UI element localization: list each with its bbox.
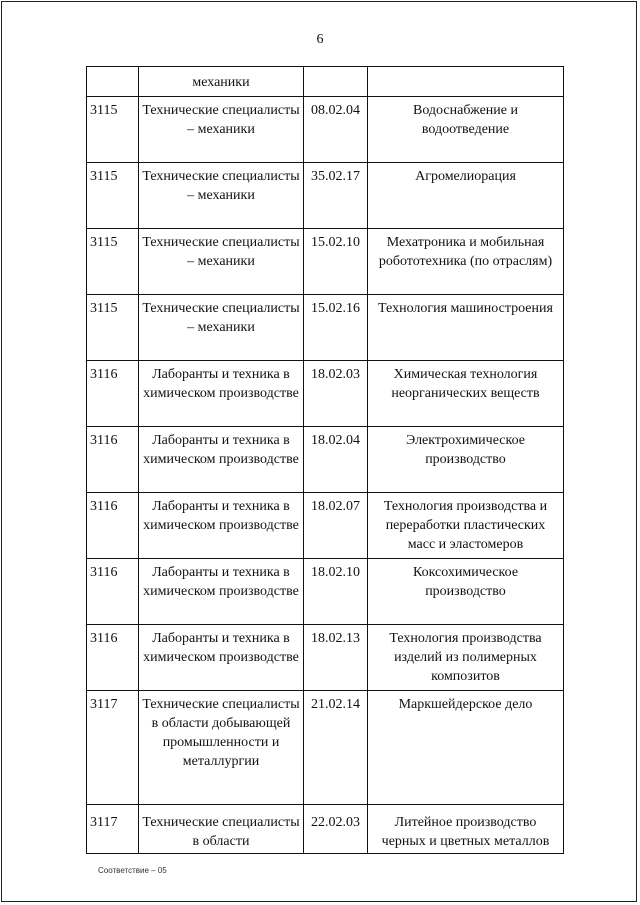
specialty-code-cell: 18.02.13 bbox=[304, 625, 368, 691]
specialty-code-cell: 18.02.10 bbox=[304, 559, 368, 625]
occupation-code-cell: 3115 bbox=[87, 97, 139, 163]
table-row bbox=[87, 361, 564, 427]
occupation-code-cell: 3116 bbox=[87, 559, 139, 625]
table-row bbox=[87, 427, 564, 493]
table-row bbox=[87, 295, 564, 361]
page-number: 6 bbox=[316, 32, 324, 47]
specialty-title-cell: Технология производства изделий из полимерных композитов bbox=[368, 625, 564, 691]
table-row bbox=[87, 97, 564, 163]
footer-note: Соответствие – 05 bbox=[98, 866, 167, 875]
specialty-code-cell: 15.02.10 bbox=[304, 229, 368, 295]
table-row bbox=[87, 625, 564, 691]
specialty-code-cell: 18.02.04 bbox=[304, 427, 368, 493]
specialty-title-cell: Технология производства и переработки пластических масс и эластомеров bbox=[368, 493, 564, 559]
specialty-code-cell: 35.02.17 bbox=[304, 163, 368, 229]
occupation-code-cell: 3115 bbox=[87, 163, 139, 229]
occupation-specialty-table bbox=[86, 66, 564, 854]
occupation-name-cell: Технические специалисты – механики bbox=[139, 229, 304, 295]
specialty-code-cell bbox=[304, 67, 368, 97]
occupation-name-cell: Технические специалисты в области добывающей промышленности и металлургии bbox=[139, 691, 304, 805]
specialty-code-cell: 18.02.03 bbox=[304, 361, 368, 427]
specialty-title-cell: Мехатроника и мобильная робототехника (по отраслям) bbox=[368, 229, 564, 295]
occupation-name-cell: Лаборанты и техника в химическом производстве bbox=[139, 361, 304, 427]
specialty-code-cell: 08.02.04 bbox=[304, 97, 368, 163]
specialty-title-cell: Коксохимическое производство bbox=[368, 559, 564, 625]
specialty-code-cell: 21.02.14 bbox=[304, 691, 368, 805]
occupation-name-cell: механики bbox=[139, 67, 304, 97]
table-row bbox=[87, 67, 564, 97]
occupation-name-cell: Технические специалисты – механики bbox=[139, 97, 304, 163]
specialty-code-cell: 22.02.03 bbox=[304, 805, 368, 854]
specialty-title-cell: Химическая технология неорганических веществ bbox=[368, 361, 564, 427]
specialty-title-cell: Электрохимическое производство bbox=[368, 427, 564, 493]
specialty-title-cell: Агромелиорация bbox=[368, 163, 564, 229]
occupation-code-cell bbox=[87, 67, 139, 97]
specialty-title-cell bbox=[368, 67, 564, 97]
occupation-code-cell: 3116 bbox=[87, 361, 139, 427]
occupation-name-cell: Лаборанты и техника в химическом производстве bbox=[139, 493, 304, 559]
specialty-title-cell: Литейное производство черных и цветных металлов bbox=[368, 805, 564, 854]
occupation-code-cell: 3117 bbox=[87, 805, 139, 854]
occupation-code-cell: 3115 bbox=[87, 229, 139, 295]
table-row bbox=[87, 691, 564, 805]
table-row bbox=[87, 229, 564, 295]
occupation-name-cell: Технические специалисты – механики bbox=[139, 163, 304, 229]
specialty-code-cell: 18.02.07 bbox=[304, 493, 368, 559]
specialty-title-cell: Водоснабжение и водоотведение bbox=[368, 97, 564, 163]
occupation-code-cell: 3115 bbox=[87, 295, 139, 361]
specialty-code-cell: 15.02.16 bbox=[304, 295, 368, 361]
occupation-name-cell: Лаборанты и техника в химическом производстве bbox=[139, 427, 304, 493]
table-row bbox=[87, 493, 564, 559]
occupation-code-cell: 3116 bbox=[87, 493, 139, 559]
table-row bbox=[87, 163, 564, 229]
occupation-code-cell: 3117 bbox=[87, 691, 139, 805]
specialty-title-cell: Технология машиностроения bbox=[368, 295, 564, 361]
occupation-code-cell: 3116 bbox=[87, 625, 139, 691]
specialty-title-cell: Маркшейдерское дело bbox=[368, 691, 564, 805]
occupation-name-cell: Лаборанты и техника в химическом производстве bbox=[139, 625, 304, 691]
occupation-name-cell: Технические специалисты – механики bbox=[139, 295, 304, 361]
occupation-name-cell: Лаборанты и техника в химическом производстве bbox=[139, 559, 304, 625]
occupation-code-cell: 3116 bbox=[87, 427, 139, 493]
table-row bbox=[87, 805, 564, 854]
table-row bbox=[87, 559, 564, 625]
occupation-name-cell: Технические специалисты в области bbox=[139, 805, 304, 854]
